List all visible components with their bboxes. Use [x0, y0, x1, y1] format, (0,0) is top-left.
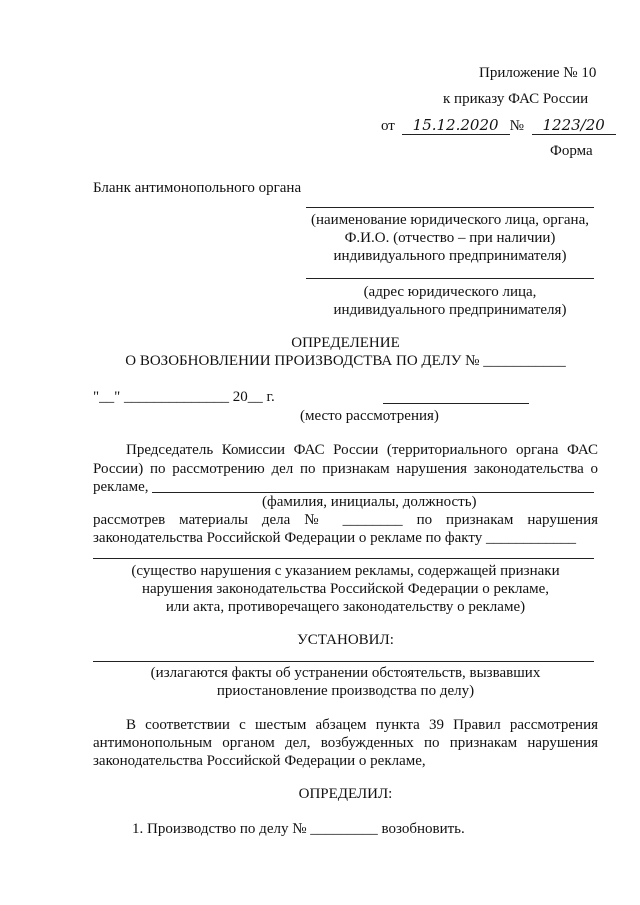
body-p2-line1 [93, 511, 598, 529]
name-hint-3: индивидуального предпринимателя) [333, 248, 567, 264]
basis-line1: В соответствии с шестым абзацем пункта 39 Правил рассмотрения [126, 717, 598, 733]
place-hint: (место рассмотрения) [300, 408, 439, 424]
body-p1-line1: Председатель Комиссии ФАС России (территориального органа ФАС [126, 442, 598, 458]
p2-line2-text: законодательства Российской Федерации о рекламе по факту [93, 530, 483, 546]
p2-case-blank: ________ [342, 512, 403, 528]
established-line [93, 661, 594, 662]
p2-line2-blank: ____________ [486, 530, 577, 546]
person-hint: (фамилия, инициалы, должность) [262, 494, 477, 510]
document-subtitle: О ВОЗОБНОВЛЕНИИ ПРОИЗВОДСТВА ПО ДЕЛУ № ___________ [125, 353, 566, 369]
decided-item-1 [132, 820, 465, 838]
body-p1-line3: рекламе, [93, 479, 149, 495]
established-heading: УСТАНОВИЛ: [297, 632, 394, 648]
essence-hint-1: (существо нарушения с указанием рекламы, содержащей признаки [131, 563, 560, 579]
year-blank: 20__ г. [232, 389, 275, 405]
p2-text-c: по признакам нарушения [416, 512, 599, 528]
blank-label: Бланк антимонопольного органа [93, 180, 302, 196]
place-line [383, 403, 529, 404]
order-number: 1223/20 [532, 116, 616, 135]
essence-line [93, 558, 594, 559]
name-hint-1: (наименование юридического лица, органа, [310, 212, 589, 228]
basis-line3: законодательства Российской Федерации о рекламе, [93, 753, 426, 769]
established-hint-2: приостановление производства по делу) [216, 683, 475, 699]
document-title: ОПРЕДЕЛЕНИЕ [291, 335, 400, 351]
from-label: от [381, 118, 395, 134]
day-blank: "__" [93, 389, 121, 405]
item1-resume: возобновить. [381, 821, 465, 837]
addressee-address-line [306, 278, 594, 279]
form-label: Форма [550, 143, 593, 159]
essence-hint-2: нарушения законодательства Российской Федерации о рекламе, [141, 581, 550, 597]
item1-text: 1. Производство по делу № [132, 821, 307, 837]
body-p2-line2 [93, 529, 576, 547]
order-reference: к приказу ФАС России [443, 91, 589, 107]
month-blank: ______________ [124, 389, 229, 405]
p2-text-a: рассмотрев материалы дела № [93, 512, 329, 528]
date-line [93, 388, 275, 406]
number-sign: № [509, 118, 524, 134]
name-hint-2: Ф.И.О. (отчество – при наличии) [344, 230, 556, 246]
basis-line2: антимонопольным органом дел, возбужденных по признакам нарушения [93, 735, 598, 751]
order-date-line [381, 116, 616, 135]
decided-heading: ОПРЕДЕЛИЛ: [298, 786, 393, 802]
addr-hint-2: индивидуального предпринимателя) [333, 302, 567, 318]
established-hint-1: (излагаются факты об устранении обстоятельств, вызвавших [150, 665, 541, 681]
item1-blank: _________ [310, 821, 378, 837]
appendix-label: Приложение № 10 [479, 65, 597, 81]
addr-hint-1: (адрес юридического лица, [363, 284, 537, 300]
body-p1-line2: России) по рассмотрению дел по признакам нарушения законодательства о [93, 461, 598, 477]
addressee-name-line [306, 207, 594, 208]
order-date: 15.12.2020 [402, 116, 510, 135]
essence-hint-3: или акта, противоречащего законодательству о рекламе) [165, 599, 526, 615]
